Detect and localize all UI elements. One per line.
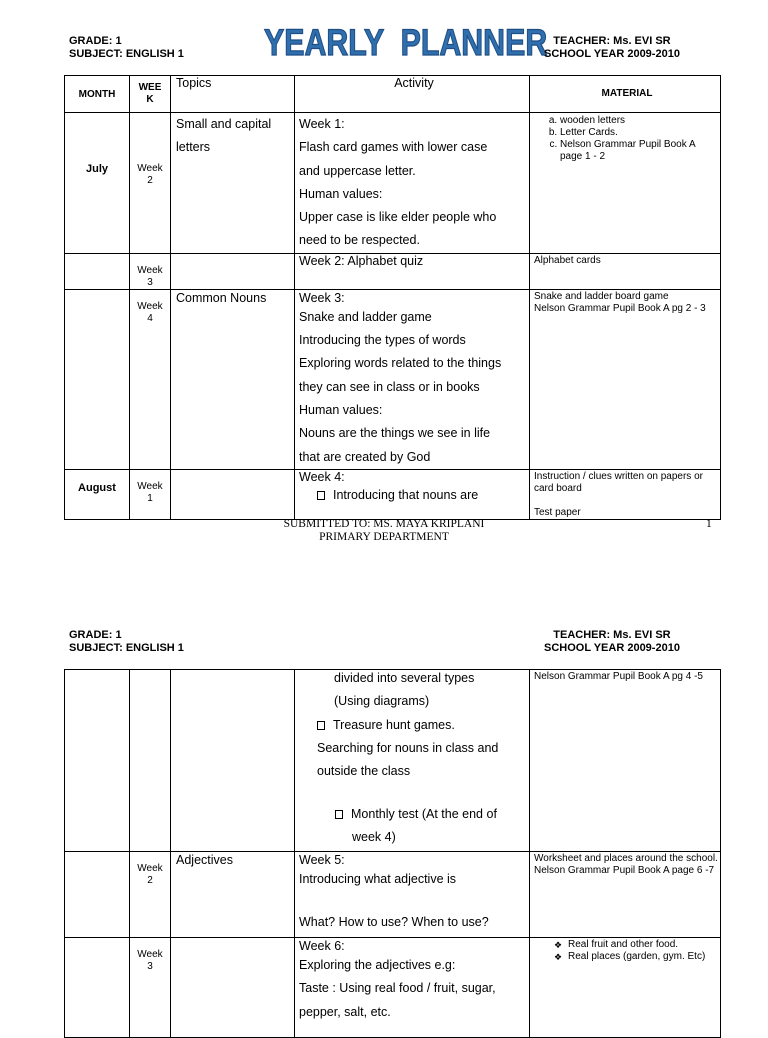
week-label: Week [137, 863, 163, 874]
material-item: Alphabet cards [534, 254, 601, 266]
activity-line: Searching for nouns in class and [317, 741, 499, 755]
week-number: 3 [147, 961, 153, 972]
header-week-line1: WEE [138, 82, 162, 93]
activity-line: Week 1: [299, 117, 345, 131]
activity-line: Week 3: [299, 290, 345, 305]
activity-line: Upper case is like elder people who [299, 210, 497, 225]
material-cell [530, 852, 721, 938]
month-cell [65, 289, 130, 469]
week-label: Week [137, 300, 163, 312]
week-number: 4 [147, 312, 153, 324]
week-label: Week [137, 264, 163, 276]
planner-table-continued [64, 669, 721, 1038]
material-list [534, 115, 720, 163]
week-cell [130, 289, 171, 469]
week-cell [130, 938, 171, 1038]
material-item: ❖ Real fruit and other food. [568, 939, 720, 951]
header-left [69, 629, 184, 655]
material-cell [530, 113, 721, 254]
topic-cell [171, 469, 295, 519]
week-cell [130, 469, 171, 519]
page-number: 1 [706, 518, 712, 530]
topic-cell [171, 938, 295, 1038]
table-row [65, 113, 721, 254]
header-week-line2: K [146, 94, 154, 105]
material-item: a. wooden letters [560, 115, 720, 127]
week-number: 3 [147, 276, 153, 288]
square-bullet-icon [317, 721, 325, 730]
activity-line: Introducing the types of words [299, 333, 466, 348]
material-item: Nelson Grammar Pupil Book A pg 2 - 3 [534, 302, 706, 314]
week-cell [130, 113, 171, 254]
activity-line: Nouns are the things we see in life [299, 426, 491, 441]
week-number: 2 [147, 175, 153, 186]
material-item: b. Letter Cards. [560, 127, 720, 139]
activity-line: they can see in class or in books [299, 379, 480, 394]
material-cell [530, 938, 721, 1038]
material-cell [530, 253, 721, 289]
material-cell [530, 469, 721, 519]
activity-bullet-line [299, 716, 529, 734]
activity-cell [295, 113, 530, 254]
grade-label: GRADE: 1 [69, 35, 122, 47]
week-number: 2 [147, 875, 153, 886]
activity-line: need to be respected. [299, 233, 420, 248]
topic-cell [171, 113, 295, 254]
activity-line: Treasure hunt games. [333, 718, 455, 732]
activity-line: divided into several types [334, 671, 475, 685]
activity-cell [295, 938, 530, 1038]
topic-cell [171, 253, 295, 289]
activity-line: Week 4: [299, 469, 345, 484]
table-row [65, 852, 721, 938]
table-row [65, 938, 721, 1038]
activity-line: Flash card games with lower case [299, 140, 488, 155]
week-label: Week [137, 163, 163, 174]
activity-line: Introducing that nouns are [333, 487, 479, 502]
subject-label: SUBJECT: ENGLISH 1 [69, 642, 184, 654]
teacher-label: TEACHER: Ms. EVI SR [553, 629, 671, 641]
header-activity: Activity [295, 76, 530, 113]
month-cell [65, 852, 130, 938]
material-item: ❖ Real places (garden, gym. Etc) [568, 951, 720, 963]
header-month: MONTH [65, 76, 130, 113]
planner-table [64, 75, 721, 520]
activity-line: Week 5: [299, 853, 345, 867]
school-year-label: SCHOOL YEAR 2009-2010 [544, 48, 680, 60]
activity-line: Human values: [299, 402, 383, 417]
table-row [65, 670, 721, 852]
activity-line: (Using diagrams) [334, 694, 430, 708]
teacher-label: TEACHER: Ms. EVI SR [553, 35, 671, 47]
activity-line: Exploring the adjectives e.g: [299, 958, 456, 972]
month-cell [65, 938, 130, 1038]
table-row [65, 253, 721, 289]
material-item: Snake and ladder board game [534, 290, 669, 302]
activity-line: Introducing what adjective is [299, 872, 457, 886]
activity-line: Human values: [299, 186, 383, 201]
material-item: Nelson Grammar Pupil Book A pg 4 -5 [534, 671, 703, 682]
topic-cell: Common Nouns [171, 289, 295, 469]
topic-cell: Adjectives [171, 852, 295, 938]
table-header-row [65, 76, 721, 113]
topic-cell [171, 670, 295, 852]
header-right [544, 629, 680, 655]
activity-cell [295, 852, 530, 938]
school-year-label: SCHOOL YEAR 2009-2010 [544, 642, 680, 654]
table-row [65, 469, 721, 519]
activity-cell [295, 289, 530, 469]
week-cell [130, 253, 171, 289]
footer-department: PRIMARY DEPARTMENT [319, 531, 449, 543]
activity-line: that are created by God [299, 449, 431, 464]
footer-submitted: SUBMITTED TO: MS. MAYA KRIPLANI [283, 518, 485, 530]
week-label: Week [137, 949, 163, 960]
header-right [544, 35, 680, 61]
activity-line: Snake and ladder game [299, 309, 432, 324]
table-row [65, 289, 721, 469]
material-list [534, 939, 720, 963]
activity-line: Monthly test (At the end of [351, 807, 497, 821]
activity-bullet-line [299, 484, 529, 506]
week-cell [130, 670, 171, 852]
activity-line: Taste : Using real food / fruit, sugar, [299, 981, 496, 996]
page-title: YEARLY PLANNER [264, 22, 548, 63]
activity-line: and uppercase letter. [299, 163, 416, 178]
activity-line: Week 6: [299, 939, 345, 953]
material-cell [530, 670, 721, 852]
topic-line: Small and capital [176, 117, 272, 131]
activity-cell [295, 253, 530, 289]
material-item: Nelson Grammar Pupil Book A page 6 -7 [534, 865, 715, 876]
activity-line: pepper, salt, etc. [299, 1004, 391, 1019]
month-cell: August [65, 469, 130, 519]
activity-cell [295, 670, 530, 852]
activity-line: outside the class [317, 764, 411, 778]
material-item: Instruction / clues written on papers or card board [534, 470, 703, 494]
week-label: Week [137, 480, 163, 492]
month-cell [65, 253, 130, 289]
topic-line: letters [176, 140, 211, 154]
activity-line: What? How to use? When to use? [299, 915, 489, 930]
square-bullet-icon [317, 491, 325, 500]
header-left [69, 35, 184, 61]
activity-bullet-line [299, 803, 529, 826]
page-footer [0, 518, 768, 544]
grade-label: GRADE: 1 [69, 629, 122, 641]
material-item: Test paper [534, 506, 581, 518]
month-cell: July [65, 113, 130, 254]
week-number: 1 [147, 492, 153, 504]
material-item: Worksheet and places around the school. [534, 853, 718, 864]
square-bullet-icon [335, 810, 343, 819]
subject-label: SUBJECT: ENGLISH 1 [69, 48, 184, 60]
header-material: MATERIAL [530, 76, 721, 113]
material-item: c. Nelson Grammar Pupil Book A page 1 - 2 [560, 139, 720, 163]
header-week [130, 76, 171, 113]
header-topics: Topics [171, 76, 295, 113]
activity-line: Week 2: Alphabet quiz [299, 253, 424, 268]
material-cell [530, 289, 721, 469]
activity-line: Exploring words related to the things [299, 356, 502, 371]
week-cell [130, 852, 171, 938]
month-cell [65, 670, 130, 852]
activity-line: week 4) [352, 830, 396, 844]
activity-cell [295, 469, 530, 519]
